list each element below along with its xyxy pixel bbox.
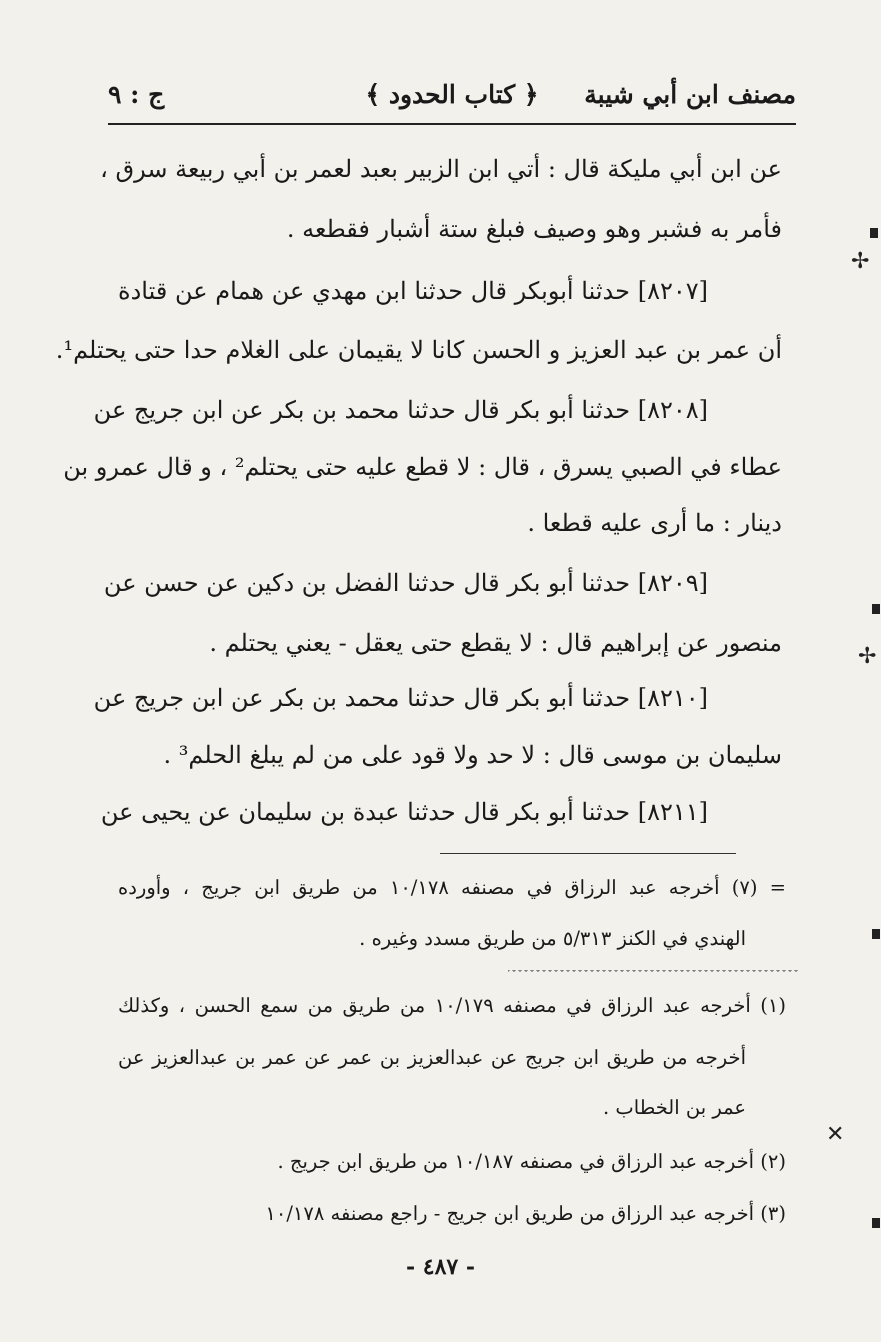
scan-mark [872, 604, 880, 614]
footnote-divider [440, 853, 736, 854]
body-line: عطاء في الصبي يسرق ، قال : لا قطع عليه حتى يحتلم² ، و قال عمرو بن [63, 453, 782, 481]
footnote-3: (٣) أخرجه عبد الرزاق من طريق ابن جريج - راجع مصنفه ١٠/١٧٨ [265, 1202, 786, 1225]
header-divider [108, 123, 796, 125]
hadith-entry-8211: [٨٢١١] حدثنا أبو بكر قال حدثنا عبدة بن سليمان عن يحيى عن [100, 798, 708, 826]
scan-mark [872, 1218, 880, 1228]
scan-mark: ✢ [858, 644, 877, 669]
volume-number: ج : ٩ [108, 80, 165, 109]
body-line: سليمان بن موسى قال : لا حد ولا قود على من لم يبلغ الحلم³ . [163, 741, 782, 769]
scan-mark: ✕ [826, 1122, 845, 1147]
page-number: - ٤٨٧ - [405, 1254, 476, 1280]
footnote-line: = (٧) أخرجه عبد الرزاق في مصنفه ١٠/١٧٨ من طريق ابن جريج ، وأورده [118, 876, 786, 899]
footnote-line: الهندي في الكنز ٥/٣١٣ من طريق مسدد وغيره . [359, 927, 746, 950]
footnote-2: (٢) أخرجه عبد الرزاق في مصنفه ١٠/١٨٧ من طريق ابن جريج . [277, 1150, 786, 1173]
footnote-1: (١) أخرجه عبد الرزاق في مصنفه ١٠/١٧٩ من طريق من سمع الحسن ، وكذلك [118, 994, 787, 1017]
hadith-entry-8209: [٨٢٠٩] حدثنا أبو بكر قال حدثنا الفضل بن دكين عن حسن عن [103, 569, 708, 597]
body-line: فأمر به فشبر وهو وصيف فبلغ ستة أشبار فقطعه . [286, 215, 782, 243]
page-header [108, 78, 796, 122]
body-line: منصور عن إبراهيم قال : لا يقطع حتى يعقل - يعني يحتلم . [209, 629, 782, 657]
hadith-entry-8210: [٨٢١٠] حدثنا أبو بكر قال حدثنا محمد بن بكر عن ابن جريج عن [93, 684, 708, 712]
hadith-entry-8207: [٨٢٠٧] حدثنا أبوبكر قال حدثنا ابن مهدي عن همام عن قتادة [118, 277, 708, 305]
body-line: أن عمر بن عبد العزيز و الحسن كانا لا يقيمان على الغلام حدا حتى يحتلم¹. [55, 336, 782, 364]
hadith-entry-8208: [٨٢٠٨] حدثنا أبو بكر قال حدثنا محمد بن بكر عن ابن جريج عن [93, 396, 708, 424]
scan-mark [870, 228, 878, 238]
body-line: دينار : ما أرى عليه قطعا . [527, 509, 782, 537]
scan-mark: ✢ [851, 249, 870, 274]
footnote-line: عمر بن الخطاب . [603, 1096, 746, 1119]
footnote-wavy-divider [508, 970, 798, 974]
footnote-line: أخرجه من طريق ابن جريج عن عبدالعزيز بن عمر عن عمر بن عبدالعزيز عن [118, 1046, 746, 1069]
book-title: مصنف ابن أبي شيبة [584, 80, 796, 109]
chapter-title: ﴿ كتاب الحدود ﴾ [365, 80, 539, 109]
body-line: عن ابن أبي مليكة قال : أتي ابن الزبير بعبد لعمر بن أبي ربيعة سرق ، [100, 155, 782, 183]
scan-mark [872, 929, 880, 939]
